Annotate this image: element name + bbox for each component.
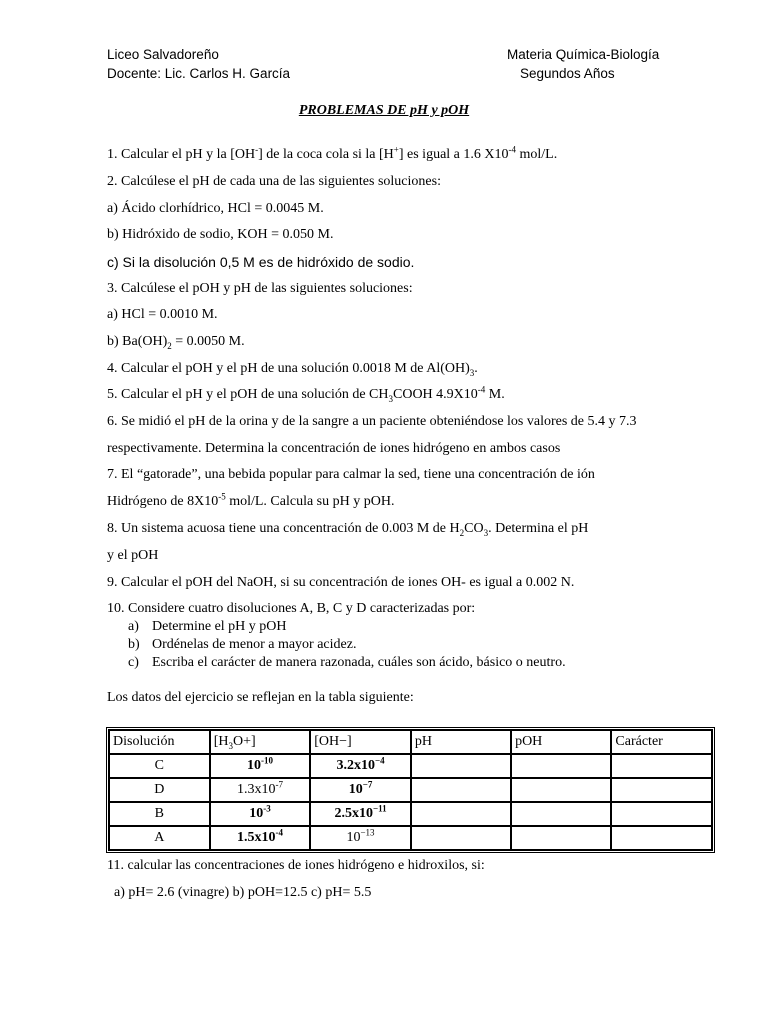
header-oh: [OH−] [310,730,411,754]
problem-7-line-1: 7. El “gatorade”, una bebida popular para calmar la sed, tiene una concentración de ión [107,467,595,482]
header-poh: pOH [511,730,611,754]
problem-2c: c) Si la disolución 0,5 M es de hidróxido de sodio. [107,254,415,270]
header-ph: pH [411,730,511,754]
h3o-value: $1.5x10^{-4}$ [210,826,311,850]
problem-6-line-1: 6. Se midió el pH de la orina y de la sangre a un paciente obteniéndose los valores de 5.4 y 7.3 [107,414,637,429]
poh-cell [511,802,611,826]
poh-cell [511,826,611,850]
subject-name: Materia Química-Biología [507,47,660,62]
problem-10: 10. Considere cuatro disoluciones A, B, C y D caracterizadas por: [107,601,476,616]
problem-6-line-2: respectivamente. Determina la concentración de iones hidrógeno en ambos casos [107,441,561,456]
caracter-cell [611,826,712,850]
h3o-value: $10^{-10}$ [210,754,311,778]
oh-value: $3.2x10^{-4}$ [310,754,411,778]
problem-4: 4. Calcular el pOH y el pH de una solución 0.0018 M de $Al(OH)_3$. [107,361,478,378]
h3o-value: $1.3x10^{-7}$ [210,778,311,802]
problem-10c: c) Escriba el carácter de manera razonada, cuáles son ácido, básico o neutro. [128,655,566,670]
oh-value: $2.5x10^{-11}$ [310,802,411,826]
poh-cell [511,754,611,778]
problem-10a: a) Determine el pH y pOH [128,619,287,634]
problem-3a: a) HCl = 0.0010 M. [107,307,218,322]
row-label: A [109,826,210,850]
problem-11: 11. calcular las concentraciones de iones hidrógeno e hidroxilos, si: [107,858,485,873]
problem-8-line-2: y el pOH [107,548,159,563]
oh-value: $10^{-13}$ [310,826,411,850]
poh-cell [511,778,611,802]
table-intro: Los datos del ejercicio se reflejan en la tabla siguiente: [107,690,414,705]
caracter-cell [611,802,712,826]
table-row [109,826,712,850]
problem-2a: a) Ácido clorhídrico, HCl = 0.0045 M. [107,201,324,216]
header-h3o: $[H_3O+]$ [210,730,311,754]
caracter-cell [611,754,712,778]
header-disolucion: Disolución [109,730,210,754]
grade-level: Segundos Años [520,66,615,81]
problem-10b: b) Ordénelas de menor a mayor acidez. [128,637,357,652]
school-name: Liceo Salvadoreño [107,47,219,62]
row-label: D [109,778,210,802]
teacher-name: Docente: Lic. Carlos H. García [107,66,291,81]
problem-7-line-2: Hidrógeno de $8X10^{-5}$ mol/L. Calcula su pH y pOH. [107,491,395,509]
table-row [109,754,712,778]
problem-3b: b) $Ba(OH)_2 = 0.0050$ M. [107,334,245,351]
ph-cell [411,778,511,802]
problem-1: 1. Calcular el pH y la [OH-] de la coca cola si la [H+] es igual a 1.6 $X10^{-4}$ mol/L. [107,144,558,162]
table-row [109,802,712,826]
problem-2: 2. Calcúlese el pH de cada una de las siguientes soluciones: [107,174,441,189]
ph-cell [411,754,511,778]
row-label: B [109,802,210,826]
problem-5: 5. Calcular el pH y el pOH de una solución de $CH_3COOH$ $4.9X10^{-4}$ M. [107,384,505,404]
problem-3: 3. Calcúlese el pOH y pH de las siguientes soluciones: [107,281,413,296]
problem-9: 9. Calcular el pOH del NaOH, si su concentración de iones OH- es igual a 0.002 N. [107,575,575,590]
page-title: PROBLEMAS DE pH y pOH [298,103,470,118]
oh-value: $10^{-7}$ [310,778,411,802]
caracter-cell [611,778,712,802]
header-caracter: Carácter [611,730,712,754]
ph-cell [411,802,511,826]
problem-11-items: a) pH= 2.6 (vinagre) b) pOH=12.5 c) pH= 5.5 [114,885,372,900]
solutions-table [106,727,715,853]
problem-8-line-1: 8. Un sistema acuosa tiene una concentración de 0.003 M de $H_2CO_3$. Determina el pH [107,521,589,538]
h3o-value: $10^{-3}$ [210,802,311,826]
ph-cell [411,826,511,850]
row-label: C [109,754,210,778]
table-header-row [109,730,712,754]
table-row [109,778,712,802]
problem-2b: b) Hidróxido de sodio, KOH = 0.050 M. [107,227,334,242]
